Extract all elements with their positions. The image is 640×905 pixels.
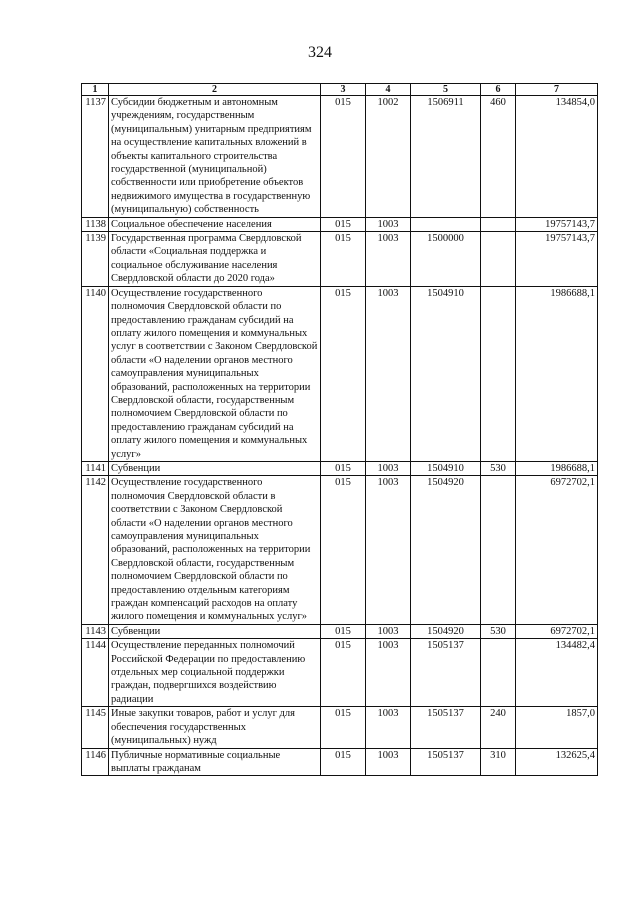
row-code-3: 015: [321, 624, 366, 638]
page-number: 324: [308, 44, 332, 61]
row-code-6: [481, 639, 516, 707]
row-code-6: [481, 286, 516, 461]
row-code-3: 015: [321, 707, 366, 748]
column-header: 4: [366, 84, 411, 96]
row-code-6: [481, 232, 516, 287]
row-amount: 1857,0: [516, 707, 598, 748]
row-code-4: 1003: [366, 286, 411, 461]
row-code-5: 1504910: [411, 461, 481, 475]
table-row: [82, 96, 598, 218]
row-amount: 134854,0: [516, 96, 598, 218]
row-code-6: 240: [481, 707, 516, 748]
row-code-3: 015: [321, 232, 366, 287]
row-number: 1137: [82, 96, 109, 218]
table-row: [82, 461, 598, 475]
row-code-4: 1003: [366, 232, 411, 287]
row-code-4: 1003: [366, 748, 411, 776]
row-number: 1142: [82, 476, 109, 624]
row-code-4: 1002: [366, 96, 411, 218]
row-code-5: 1504910: [411, 286, 481, 461]
row-code-6: [481, 217, 516, 231]
row-amount: 19757143,7: [516, 232, 598, 287]
column-header: 5: [411, 84, 481, 96]
row-number: 1139: [82, 232, 109, 287]
row-code-4: 1003: [366, 707, 411, 748]
row-code-6: [481, 476, 516, 624]
budget-table: [81, 83, 598, 776]
row-number: 1138: [82, 217, 109, 231]
row-code-4: 1003: [366, 217, 411, 231]
column-header: 1: [82, 84, 109, 96]
table-row: [82, 624, 598, 638]
row-code-3: 015: [321, 476, 366, 624]
row-code-3: 015: [321, 639, 366, 707]
column-header: 2: [109, 84, 321, 96]
row-code-3: 015: [321, 96, 366, 218]
row-number: 1146: [82, 748, 109, 776]
row-code-3: 015: [321, 286, 366, 461]
row-description: Осуществление государственного полномочия Свердловской области в соответствии с Законом Свердловской области «О наделении органов местного самоуправления муниципальных образований, расположенных на территории Свердловской области, государственным полномочием Свердловской области по предоставлению отдельным категориям граждан компенсаций расходов на оплату жилого помещения и коммунальных услуг»: [109, 476, 321, 624]
row-amount: 134482,4: [516, 639, 598, 707]
table-row: [82, 286, 598, 461]
row-code-5: 1506911: [411, 96, 481, 218]
row-code-4: 1003: [366, 461, 411, 475]
column-header: 3: [321, 84, 366, 96]
row-number: 1141: [82, 461, 109, 475]
row-description: Осуществление государственного полномочия Свердловской области по предоставлению гражданам субсидий на оплату жилого помещения и коммунальных услуг в соответствии с Законом Свердловской области «О наделении органов местного самоуправления муниципальных образований, расположенных на территории Свердловской области, государственным полномочием Свердловской области по предоставлению гражданам субсидий на оплату жилого помещения и коммунальных услуг»: [109, 286, 321, 461]
table-row: [82, 748, 598, 776]
row-amount: 6972702,1: [516, 624, 598, 638]
row-description: Осуществление переданных полномочий Российской Федерации по предоставлению отдельных мер социальной поддержки граждан, подвергшихся воздействию радиации: [109, 639, 321, 707]
row-code-5: [411, 217, 481, 231]
row-amount: 1986688,1: [516, 461, 598, 475]
row-code-5: 1505137: [411, 639, 481, 707]
row-code-3: 015: [321, 461, 366, 475]
row-amount: 19757143,7: [516, 217, 598, 231]
row-code-4: 1003: [366, 639, 411, 707]
row-description: Субвенции: [109, 461, 321, 475]
row-code-6: 460: [481, 96, 516, 218]
row-code-6: 310: [481, 748, 516, 776]
row-code-5: 1505137: [411, 707, 481, 748]
row-amount: 132625,4: [516, 748, 598, 776]
row-amount: 6972702,1: [516, 476, 598, 624]
table-row: [82, 476, 598, 624]
table-row: [82, 707, 598, 748]
row-description: Государственная программа Свердловской области «Социальная поддержка и социальное обслуживание населения Свердловской области до 2020 года»: [109, 232, 321, 287]
row-description: Социальное обеспечение населения: [109, 217, 321, 231]
table-header-row: [82, 84, 598, 96]
row-number: 1140: [82, 286, 109, 461]
row-code-5: 1505137: [411, 748, 481, 776]
row-code-3: 015: [321, 748, 366, 776]
row-code-6: 530: [481, 624, 516, 638]
row-description: Иные закупки товаров, работ и услуг для обеспечения государственных (муниципальных) нужд: [109, 707, 321, 748]
table-row: [82, 639, 598, 707]
row-number: 1145: [82, 707, 109, 748]
row-code-4: 1003: [366, 476, 411, 624]
table-row: [82, 232, 598, 287]
row-code-4: 1003: [366, 624, 411, 638]
row-code-5: 1500000: [411, 232, 481, 287]
row-description: Публичные нормативные социальные выплаты гражданам: [109, 748, 321, 776]
table-row: [82, 217, 598, 231]
row-number: 1144: [82, 639, 109, 707]
row-amount: 1986688,1: [516, 286, 598, 461]
column-header: 6: [481, 84, 516, 96]
row-code-6: 530: [481, 461, 516, 475]
row-code-5: 1504920: [411, 476, 481, 624]
row-code-5: 1504920: [411, 624, 481, 638]
row-number: 1143: [82, 624, 109, 638]
row-description: Субсидии бюджетным и автономным учреждениям, государственным (муниципальным) унитарным предприятиям на осуществление капитальных вложений в объекты капитального строительства государственной (муниципальной) собственности или приобретение объектов недвижимого имущества в государственную (муниципальную) собственность: [109, 96, 321, 218]
column-header: 7: [516, 84, 598, 96]
row-description: Субвенции: [109, 624, 321, 638]
row-code-3: 015: [321, 217, 366, 231]
